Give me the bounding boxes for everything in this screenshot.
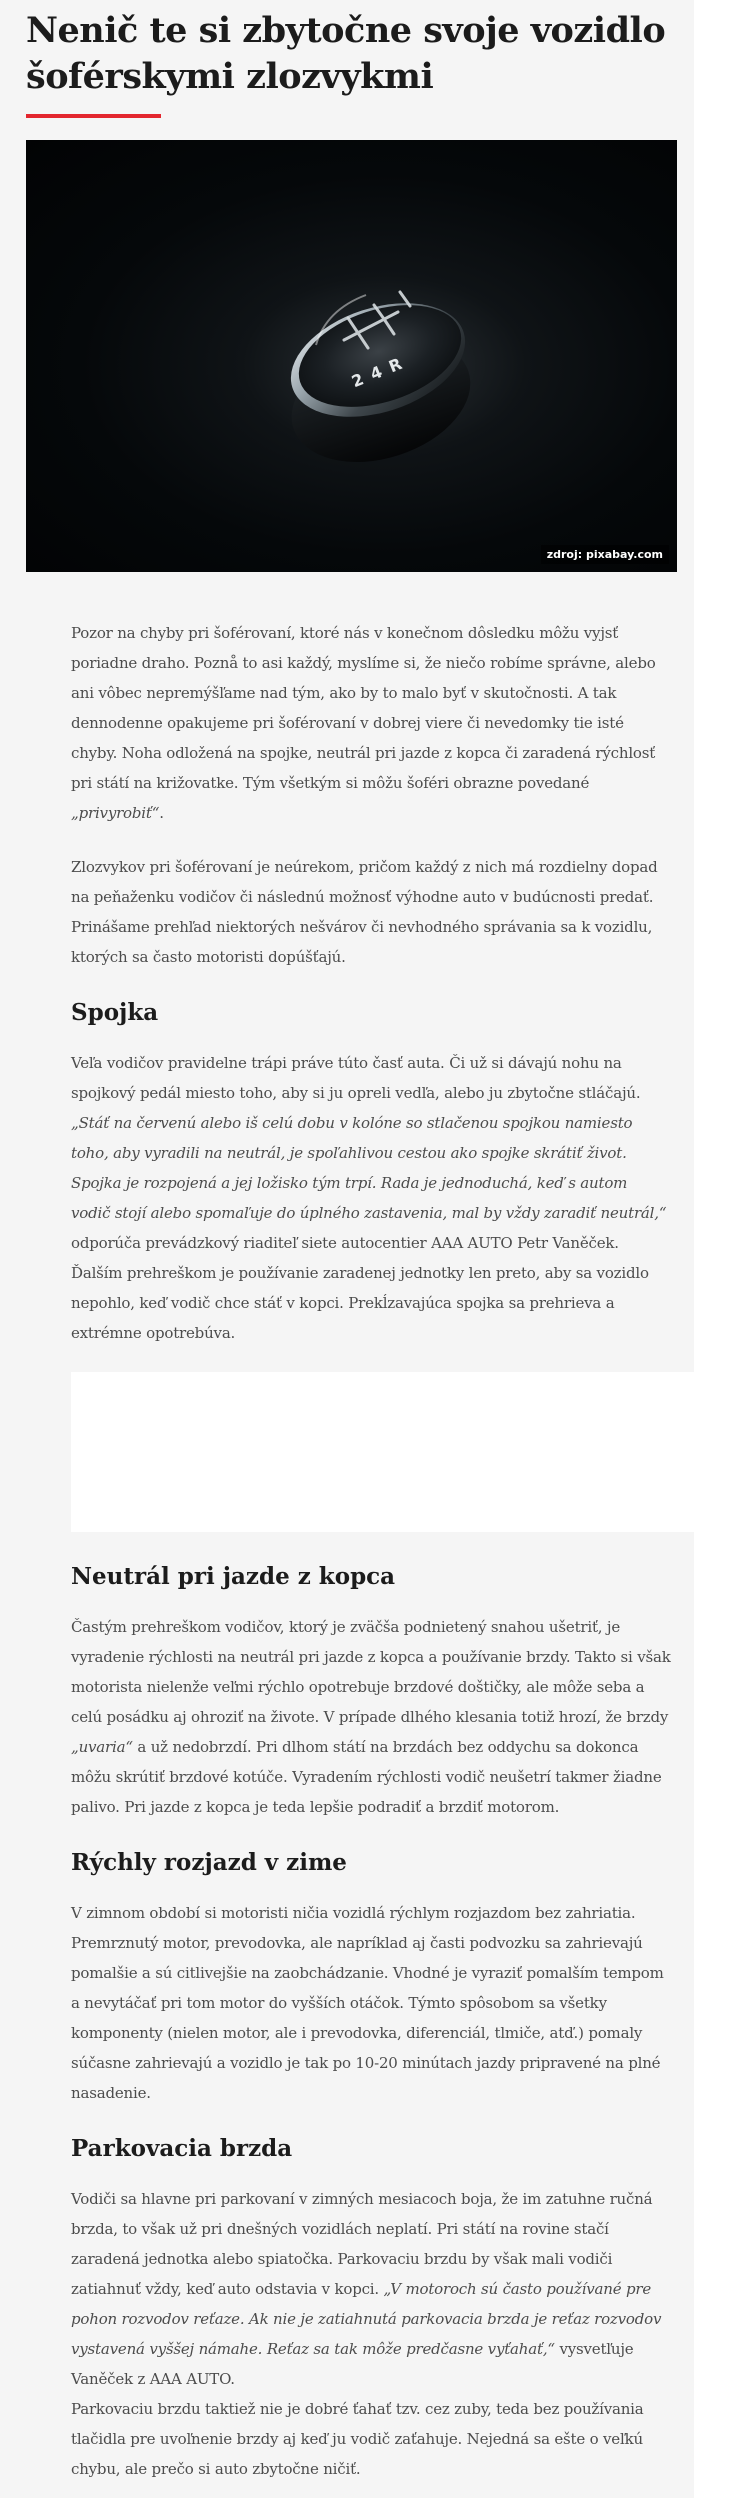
spojka-quote: „Stáť na červenú alebo iš celú dobu v kolóne so stlačenou spojkou namiesto toho, aby vyradili na neutrál, je spoľahlivou cestou ako spojke skrátiť život. Spojka je rozpojená a jej ložisko tým trpí. Rada je jednoduchá, keď s autom vodič stojí alebo spomaľuje do úplného zastavenia, mal by vždy zaradiť neutrál,“	[71, 1114, 667, 1222]
intro-paragraph-1	[71, 618, 671, 828]
gear-label-r: R	[385, 354, 405, 377]
neutral-quote: „uvaria“	[71, 1738, 133, 1756]
ad-placeholder	[71, 1372, 740, 1532]
intro-1-quote: „privyrobiť“	[71, 804, 160, 822]
intro-1-text: Pozor na chyby pri šoférovaní, ktoré nás v konečnom dôsledku môžu vyjsť poriadne draho. Poznå to asi každý, myslíme si, že niečo robíme správne, alebo ani vôbec nepremýšľame nad tým, ako by to malo byť v skutočnosti. A tak dennodenne opakujeme pri šoférovaní v dobrej viere či nevedomky tie isté chyby. Noha odložená na spojke, neutrál pri jazde z kopca či zaradená rýchlosť pri státí na križovatke. Tým všetkým si môžu šoféri obrazne povedané	[71, 624, 656, 792]
spojka-text-b: odporúča prevádzkový riaditeľ siete autocentier AAA AUTO Petr Vaněček. Ďalším prehreškom je používanie zaradenej jednotky len preto, aby sa vozidlo nepohlo, keď vodič chce stáť v kopci. Prekĺzavajúca spojka sa prehrieva a extrémne opotrebúva.	[71, 1234, 649, 1342]
section-heading-rozjazd: Rýchly rozjazd v zime	[71, 1849, 347, 1876]
section-heading-parkovacia-brzda: Parkovacia brzda	[71, 2135, 293, 2162]
brzda-quote: „V motoroch sú často používané pre pohon rozvodov reťaze. Ak nie je zatiahnutá parkovacia brzda je reťaz rozvodov vystavená vyššej námahe. Reťaz sa tak môže predčasne vyťahať,“	[71, 2280, 662, 2358]
section-paragraph-spojka	[71, 1048, 671, 1348]
section-paragraph-rozjazd: V zimnom období si motoristi ničia vozidlá rýchlym rozjazdom bez zahriatia. Premrznutý motor, prevodovka, ale napríklad aj časti podvozku sa zahrievajú pomalšie a sú citlivejšie na zaobchádzanie. Vhodné je vyraziť pomalším tempom a nevytáčať pri tom motor do vyšších otáčok. Týmto spôsobom sa všetky komponenty (nielen motor, ale i prevodovka, diferenciál, tlmiče, atď.) pomaly súčasne zahrievajú a vozidlo je tak po 10-20 minútach jazdy pripravené na plné nasadenie.	[71, 1904, 664, 2102]
image-credit: zdroj: pixabay.com	[541, 545, 669, 564]
section-paragraph-parkovacia-brzda-2: Parkovaciu brzdu taktiež nie je dobré ťahať tzv. cez zuby, teda bez používania tlačidla pre uvoľnenie brzdy aj keď ju vodič zaťahuje. Nejedná sa ešte o veľkú chybu, ale prečo si auto zbytočne ničiť.	[71, 2400, 644, 2478]
article-title: Nenič te si zbytočne svoje vozidlo šoférskymi zlozvykmi	[26, 10, 666, 97]
brzda-text-a: Vodiči sa hlavne pri parkovaní v zimných mesiacoch boja, že im zatuhne ručná brzda, to však už pri dnešných vozidlách neplatí. Pri státí na rovine stačí zaradená jednotka alebo spiatočka. Parkovaciu brzdu by však mali vodiči zatiahnuť vždy, keď auto odstavia v kopci.	[71, 2190, 653, 2298]
title-underline	[26, 114, 161, 118]
section-paragraph-parkovacia-brzda	[71, 2184, 671, 2394]
article-body	[71, 618, 671, 2498]
spojka-text-a: Veľa vodičov pravidelne trápi práve túto časť auta. Či už si dávajú nohu na spojkový pedál miesto toho, aby si ju opreli vedľa, alebo ju zbytočne stláčajú.	[71, 1054, 641, 1102]
gear-label-2: 2	[348, 369, 367, 392]
section-paragraph-neutral	[71, 1612, 671, 1822]
intro-paragraph-2: Zlozvykov pri šoférovaní je neúrekom, pričom každý z nich má rozdielny dopad na peňaženku vodičov či následnú možnosť výhodne auto v budúcnosti predať. Prinášame prehľad niektorých nešvárov či nevhodného správania sa k vozidlu, ktorých sa často motoristi dopúšťajú.	[71, 858, 658, 966]
section-heading-neutral: Neutrál pri jazde z kopca	[71, 1563, 396, 1590]
brzda-text-b: vysvetľuje Vaněček z AAA AUTO.	[71, 2340, 634, 2388]
section-heading-spojka: Spojka	[71, 999, 159, 1026]
gear-label-4: 4	[367, 361, 385, 384]
hero-image	[26, 140, 677, 572]
intro-1-end: .	[159, 804, 164, 822]
neutral-text-a: Častým prehreškom vodičov, ktorý je zväčša podnietený snahou ušetriť, je vyradenie rýchlosti na neutrál pri jazde z kopca a používanie brzdy. Takto si však motorista nielenže veľmi rýchlo opotrebuje brzdové doštičky, ale môže seba a celú posádku aj ohroziť na živote. V prípade dlhého klesania totiž hrozí, že brzdy	[71, 1618, 671, 1726]
gear-knob-illustration	[26, 140, 677, 572]
neutral-text-b: a už nedobrzdí. Pri dlhom státí na brzdách bez oddychu sa dokonca môžu skrútiť brzdové kotúče. Vyradením rýchlosti vodič neušetrí takmer žiadne palivo. Pri jazde z kopca je teda lepšie podradiť a brzdiť motorom.	[71, 1738, 662, 1816]
